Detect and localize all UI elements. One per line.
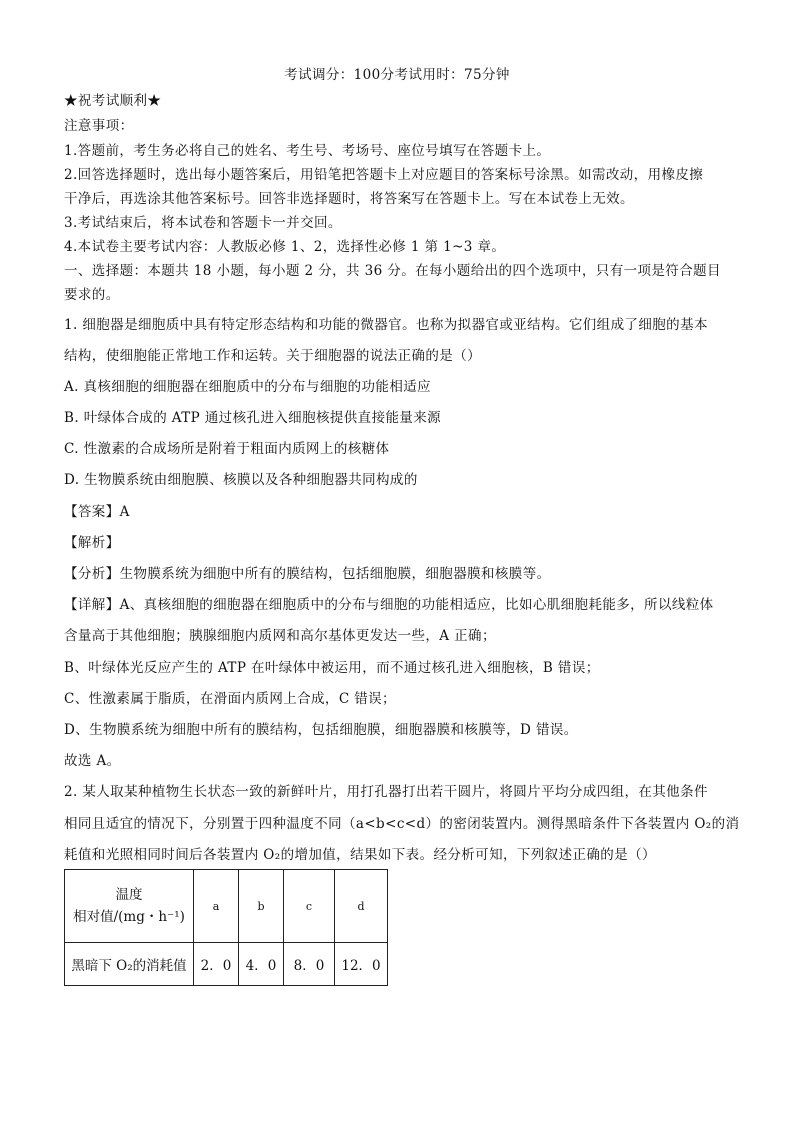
cell-a: 2．0 — [194, 943, 239, 986]
q1-detail-d: D、生物膜系统为细胞中所有的膜结构，包括细胞膜，细胞器膜和核膜等，D 错误。 — [64, 722, 578, 738]
cell-b: 4．0 — [239, 943, 284, 986]
q1-stem-line-2: 结构，使细胞能正常地工作和运转。关于细胞器的说法正确的是（） — [64, 348, 481, 364]
header-relative-value: 相对值/(mg・h⁻¹) — [73, 909, 185, 925]
table-row — [65, 943, 388, 986]
q1-detail-c: C、性激素属于脂质，在滑面内质网上合成，C 错误； — [64, 691, 396, 707]
col-c: c — [284, 870, 335, 943]
q1-analysis-title: 【解析】 — [64, 535, 120, 551]
q1-option-a: A. 真核细胞的细胞器在细胞质中的分布与细胞的功能相适应 — [64, 379, 432, 395]
row-label: 黑暗下 O₂的消耗值 — [65, 943, 194, 986]
table-header-label — [65, 870, 194, 943]
note-item-4: 4.本试卷主要考试内容：人教版必修 1、2，选择性必修 1 第 1~3 章。 — [64, 239, 506, 255]
col-a: a — [194, 870, 239, 943]
col-b: b — [239, 870, 284, 943]
cell-d: 12．0 — [335, 943, 388, 986]
q1-analysis: 【分析】生物膜系统为细胞中所有的膜结构，包括细胞膜，细胞器膜和核膜等。 — [64, 566, 551, 582]
note-item-2-line-2: 干净后，再选涂其他答案标号。回答非选择题时，将答案写在答题卡上。写在本试卷上无效。 — [64, 191, 634, 207]
q1-option-b: B. 叶绿体合成的 ATP 通过核孔进入细胞核提供直接能量来源 — [64, 410, 442, 426]
q1-detail-line-2: 含量高于其他细胞；胰腺细胞内质网和高尔基体更发达一些，A 正确； — [64, 628, 496, 644]
section-title-line-1: 一、选择题：本题共 18 小题，每小题 2 分，共 36 分。在每小题给出的四个选项中，只有一项是符合题目 — [64, 263, 721, 279]
q2-stem-line-3: 耗值和光照相同时间后各装置内 O₂的增加值，结果如下表。经分析可知，下列叙述正确的是（） — [64, 847, 656, 863]
q1-detail-b: B、叶绿体光反应产生的 ATP 在叶绿体中被运用，而不通过核孔进入细胞核，B 错误； — [64, 660, 600, 676]
q1-choose: 故选 A。 — [64, 753, 121, 769]
section-title-line-2: 要求的。 — [64, 287, 120, 303]
note-item-3: 3.考试结束后，将本试卷和答题卡一并交回。 — [64, 215, 342, 231]
notes-title: 注意事项： — [64, 118, 134, 134]
q2-stem-line-1: 2. 某人取某种植物生长状态一致的新鲜叶片，用打孔器打出若干圆片，将圆片平均分成四组，在其他条件 — [64, 784, 708, 800]
table-header-row — [65, 870, 388, 943]
note-item-1: 1.答题前，考生务必将自己的姓名、考生号、考场号、座位号填写在答题卡上。 — [64, 143, 551, 159]
q1-detail-line-1: 【详解】A、真核细胞的细胞器在细胞质中的分布与细胞的功能相适应，比如心肌细胞耗能多，所以线粒体 — [64, 597, 714, 613]
q1-answer: 【答案】A — [64, 504, 130, 520]
cell-c: 8．0 — [284, 943, 335, 986]
header-temperature: 温度 — [115, 887, 143, 903]
col-d: d — [335, 870, 388, 943]
q1-option-c: C. 性激素的合成场所是附着于粗面内质网上的核糖体 — [64, 441, 390, 457]
q1-option-d: D. 生物膜系统由细胞膜、核膜以及各种细胞器共同构成的 — [64, 472, 418, 488]
good-luck-line: ★祝考试顺利★ — [64, 93, 162, 109]
exam-info: 考试调分：100分考试用时：75分钟 — [284, 67, 510, 83]
q1-stem-line-1: 1. 细胞器是细胞质中具有特定形态结构和功能的微器官。也称为拟器官或亚结构。它们组成了细胞的基本 — [64, 317, 708, 333]
q2-data-table — [64, 869, 388, 986]
q2-stem-line-2: 相同且适宜的情况下，分别置于四种温度不同（a<b<c<d）的密闭装置内。测得黑暗条件下各装置内 O₂的消 — [64, 816, 740, 832]
note-item-2-line-1: 2.回答选择题时，选出每小题答案后，用铅笔把答题卡上对应题目的答案标号涂黑。如需改动，用橡皮擦 — [64, 167, 704, 183]
